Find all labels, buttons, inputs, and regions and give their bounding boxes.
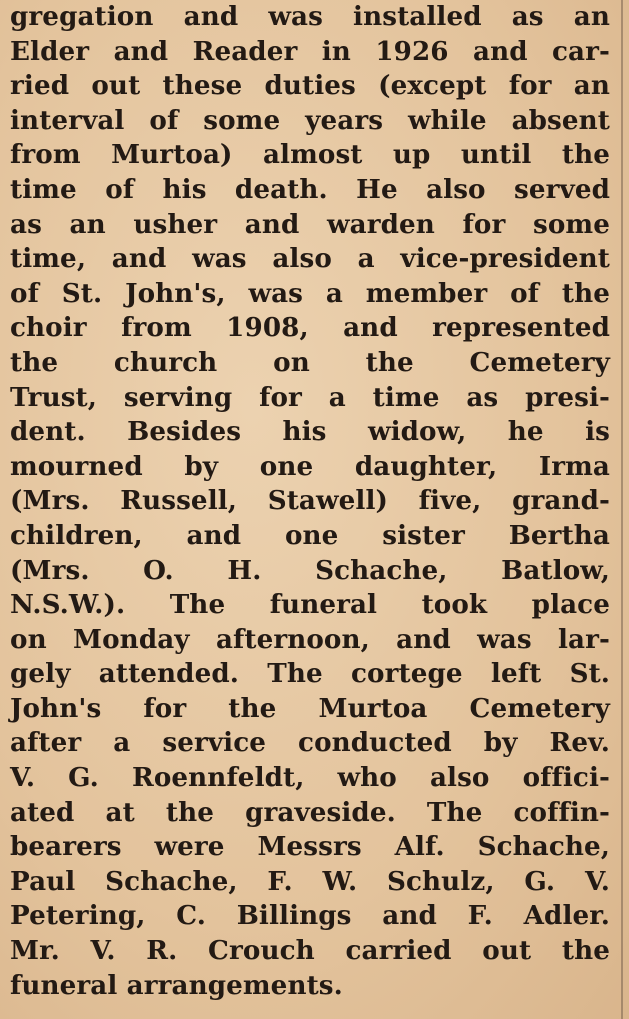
article-line: gregation and was installed as an xyxy=(10,1,610,32)
article-line: bearers were Messrs Alf. Schache, xyxy=(10,831,610,863)
article-body xyxy=(10,0,610,1003)
article-line: after a service conducted by Rev. xyxy=(10,727,610,759)
article-line: ated at the graveside. The coffin- xyxy=(10,796,610,828)
article-line: Mr. V. R. Crouch carried out the xyxy=(10,935,610,967)
article-line: gely attended. The cortege left St. xyxy=(10,658,610,690)
article-line: Trust, serving for a time as presi- xyxy=(10,381,610,413)
article-line: (Mrs. O. H. Schache, Batlow, xyxy=(10,554,610,586)
article-line: N.S.W.). The funeral took place xyxy=(10,589,610,621)
article-line: interval of some years while absent xyxy=(10,104,610,136)
article-line: (Mrs. Russell, Stawell) five, grand- xyxy=(10,485,610,517)
article-line: mourned by one daughter, Irma xyxy=(10,450,610,482)
article-line: on Monday afternoon, and was lar- xyxy=(10,623,610,655)
column-rule xyxy=(621,0,623,1019)
article-line: from Murtoa) almost up until the xyxy=(10,139,610,171)
article-line: V. G. Roennfeldt, who also offici- xyxy=(10,762,610,794)
article-line: Paul Schache, F. W. Schulz, G. V. xyxy=(10,865,610,897)
article-line: children, and one sister Bertha xyxy=(10,519,610,551)
article-line: dent. Besides his widow, he is xyxy=(10,416,610,448)
article-line: Elder and Reader in 1926 and car- xyxy=(10,35,610,67)
article-line: time of his death. He also served xyxy=(10,173,610,205)
article-line: ried out these duties (except for an xyxy=(10,70,610,102)
article-line: John's for the Murtoa Cemetery xyxy=(10,692,610,724)
article-line: choir from 1908, and represented xyxy=(10,312,610,344)
article-line: Petering, C. Billings and F. Adler. xyxy=(10,900,610,932)
article-line: the church on the Cemetery xyxy=(10,346,610,378)
article-line: time, and was also a vice-president xyxy=(10,243,610,275)
article-line: of St. John's, was a member of the xyxy=(10,277,610,309)
article-line: as an usher and warden for some xyxy=(10,208,610,240)
article-line: funeral arrangements. xyxy=(10,969,343,1001)
